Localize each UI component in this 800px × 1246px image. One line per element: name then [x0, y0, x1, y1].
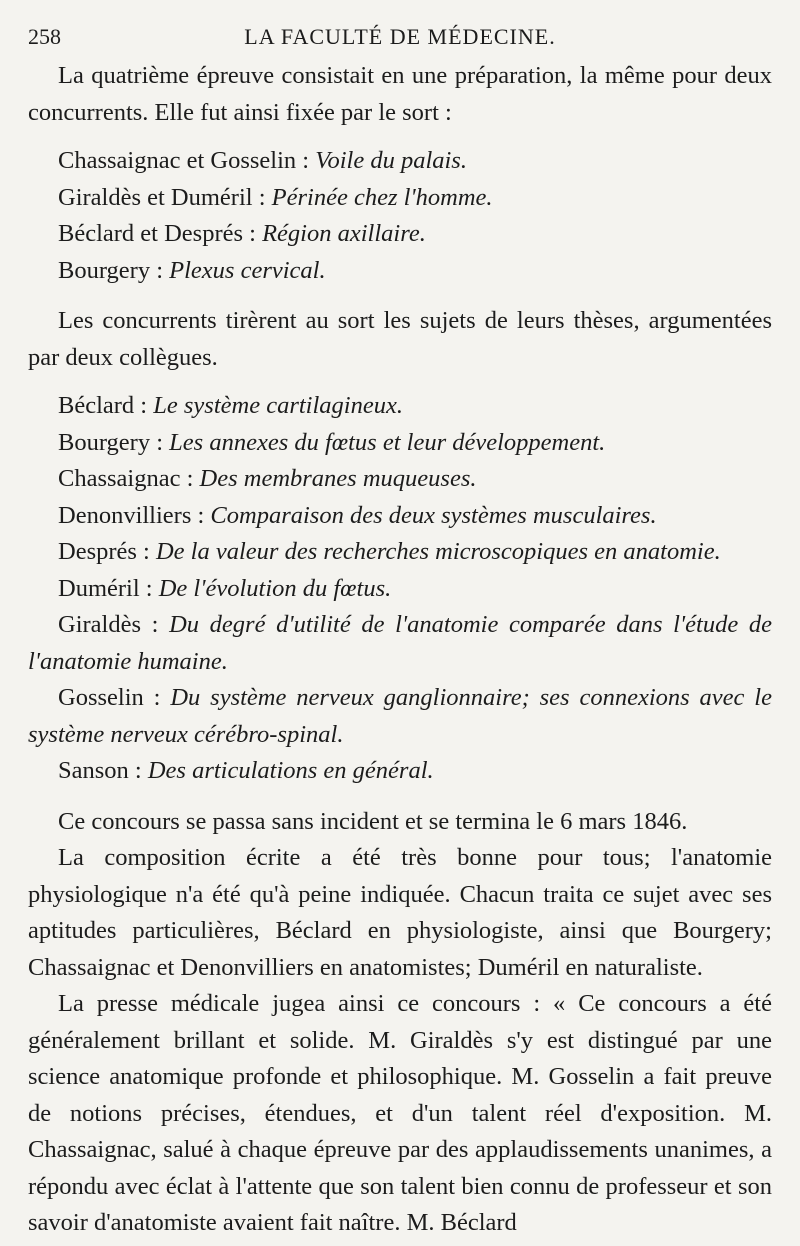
- running-title: LA FACULTÉ DE MÉDECINE.: [244, 24, 556, 49]
- entry-name: Béclard :: [58, 392, 154, 419]
- list-item: [28, 607, 772, 680]
- list-item: [28, 216, 772, 253]
- list-item: [28, 534, 772, 571]
- list-item: [28, 180, 772, 217]
- entry-subject: Comparaison des deux systèmes musculaires.: [210, 501, 657, 529]
- list-item: [28, 571, 772, 608]
- entry-name: Giraldès :: [58, 611, 170, 638]
- theses-list: [28, 388, 772, 790]
- list-item: [28, 253, 772, 290]
- theses-intro-paragraph: Les concurrents tirèrent au sort les sujets de leurs thèses, argumentées par deux collègues.: [28, 307, 772, 371]
- entry-subject: Du système nerveux ganglionnaire; ses connexions avec le système nerveux cérébro-spinal.: [28, 684, 772, 748]
- closing-paragraph-3: La presse médicale jugea ainsi ce concours : « Ce concours a été généralement brillant et solide. M. Giraldès s'y est distingué par une science anatomique profonde et philosophique. M. Gosselin a fait preuve de notions précises, étendues, et d'un talent réel d'exposition. M. Chassaignac, salué à chaque épreuve par des applaudissements unanimes, a répondu avec éclat à l'attente que son talent bien connu de professeur et son savoir d'anatomiste avaient fait naître. M. Béclard: [28, 990, 772, 1236]
- closing-paragraph-2: La composition écrite a été très bonne pour tous; l'anatomie physiologique n'a été qu'à peine indiquée. Chacun traita ce sujet avec ses aptitudes particulières, Béclard en physiologiste, ainsi que Bourgery; Chassaignac et Denonvilliers en anatomistes; Duméril en naturaliste.: [28, 844, 772, 981]
- body-text: [28, 58, 772, 1242]
- entry-name: Chassaignac :: [58, 465, 200, 492]
- preparations-list: [28, 143, 772, 289]
- list-item: [28, 461, 772, 498]
- entry-name: Després :: [58, 538, 156, 565]
- entry-names: Chassaignac et Gosselin :: [58, 147, 316, 174]
- entry-subject: Périnée chez l'homme.: [271, 183, 493, 211]
- running-head: [28, 18, 772, 54]
- entry-subject: De la valeur des recherches microscopiques en anatomie.: [155, 538, 721, 565]
- entry-subject: Le système cartilagineux.: [153, 392, 403, 419]
- entry-name: Duméril :: [58, 574, 159, 602]
- list-item: [28, 388, 772, 425]
- list-item: [28, 680, 772, 753]
- entry-subject: Région axillaire.: [262, 220, 426, 247]
- entry-names: Bourgery :: [58, 256, 170, 284]
- entry-names: Giraldès et Duméril :: [58, 183, 272, 211]
- entry-name: Gosselin :: [58, 684, 171, 711]
- entry-names: Béclard et Després :: [58, 220, 263, 247]
- entry-subject: Du degré d'utilité de l'anatomie comparée dans l'étude de l'anatomie humaine.: [28, 611, 772, 675]
- entry-subject: Des articulations en général.: [147, 757, 434, 784]
- list-item: [28, 143, 772, 180]
- list-item: [28, 753, 772, 790]
- closing-paragraph-1: Ce concours se passa sans incident et se termina le 6 mars 1846.: [58, 807, 688, 835]
- entry-name: Denonvilliers :: [58, 501, 211, 529]
- entry-subject: Les annexes du fœtus et leur développement.: [169, 428, 606, 456]
- entry-name: Bourgery :: [58, 428, 170, 456]
- entry-name: Sanson :: [58, 757, 148, 784]
- intro-paragraph: La quatrième épreuve consistait en une préparation, la même pour deux concurrents. Elle fut ainsi fixée par le sort :: [28, 62, 772, 126]
- entry-subject: Voile du palais.: [315, 147, 467, 174]
- page-number: 258: [28, 24, 61, 49]
- list-item: [28, 425, 772, 462]
- entry-subject: Plexus cervical.: [169, 256, 326, 284]
- entry-subject: Des membranes muqueuses.: [199, 465, 477, 492]
- list-item: [28, 498, 772, 535]
- entry-subject: De l'évolution du fœtus.: [158, 574, 392, 602]
